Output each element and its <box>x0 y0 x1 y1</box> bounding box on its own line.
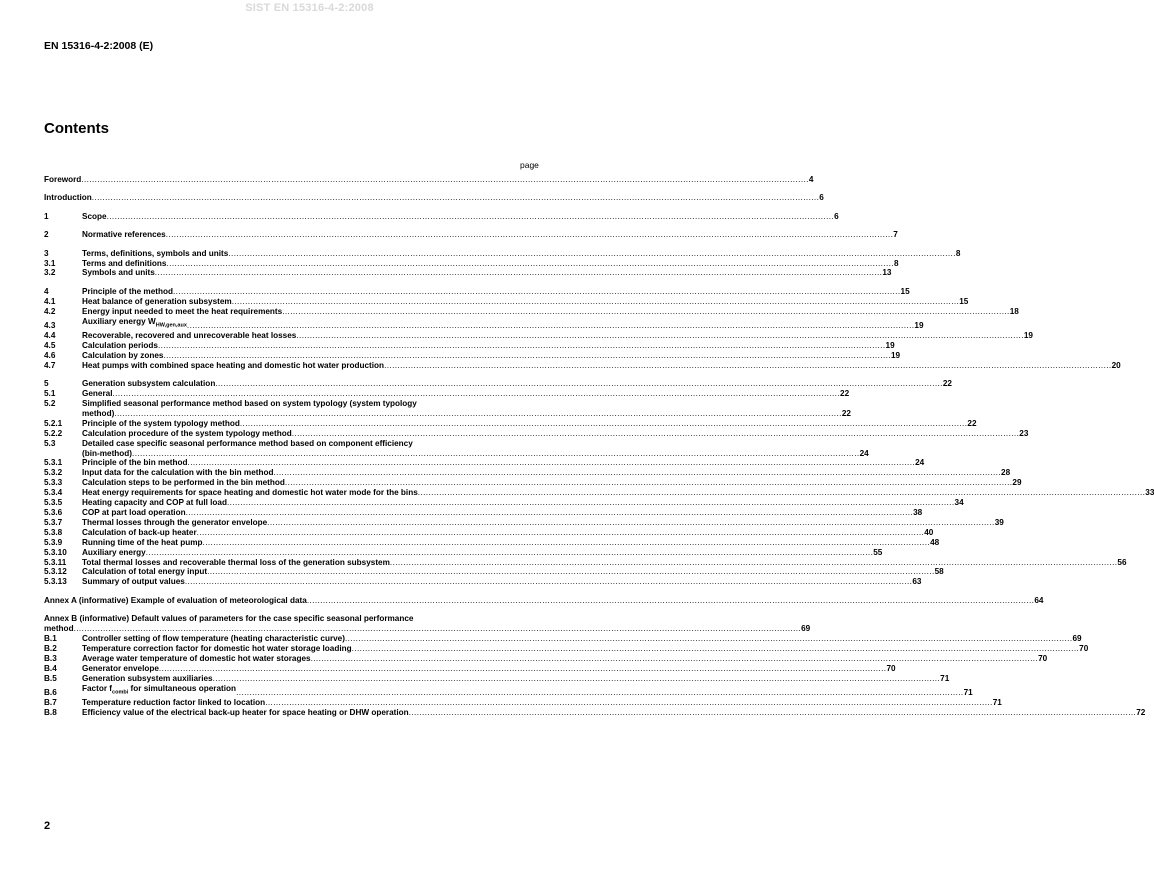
toc-entry-page: 19 <box>885 341 895 351</box>
toc-entry-label: Energy input needed to meet the heat requirements <box>82 306 283 316</box>
toc-leader-dots: ................................................................................................................................................................................................................................................................................ <box>291 428 1020 438</box>
toc-entry-label: Introduction <box>44 193 92 203</box>
toc-entry[interactable] <box>44 527 934 538</box>
toc-leader-dots: ................................................................................................................................................................................................................................................................................ <box>184 577 913 587</box>
toc-entry[interactable] <box>44 389 850 399</box>
toc-entry-number: B.8 <box>44 707 57 717</box>
toc-entry-label: Foreword <box>44 175 82 184</box>
toc-entry-page: 22 <box>840 389 850 399</box>
toc-entry-page: 8 <box>894 258 899 268</box>
toc-entry-number: 5.3.4 <box>44 488 63 498</box>
toc-leader-dots: ................................................................................................................................................................................................................................................................................ <box>114 408 842 418</box>
toc-entry[interactable] <box>44 360 1121 371</box>
toc-entry[interactable] <box>44 643 1089 654</box>
toc-entry-number: 2 <box>44 230 49 240</box>
toc-entry-number: 5.3 <box>44 438 56 448</box>
toc-leader-dots: ................................................................................................................................................................................................................................................................................ <box>163 350 891 360</box>
toc-leader-dots: ................................................................................................................................................................................................................................................................................ <box>351 643 1080 653</box>
toc-entry-page: 40 <box>924 527 934 537</box>
toc-leader-dots: ................................................................................................................................................................................................................................................................................ <box>306 595 1035 605</box>
toc-entry-label: Running time of the heat pump <box>82 537 203 547</box>
toc-leader-dots: ................................................................................................................................................................................................................................................................................ <box>196 527 925 537</box>
toc-entry-number: B.2 <box>44 643 57 653</box>
toc-entry-label: Heat pumps with combined space heating and domestic hot water production <box>82 360 385 370</box>
toc-leader-dots: ................................................................................................................................................................................................................................................................................ <box>207 567 935 577</box>
toc-entry-label-continued: method) <box>82 408 115 418</box>
toc-leader-dots: ................................................................................................................................................................................................................................................................................ <box>187 458 916 468</box>
toc-entry[interactable] <box>44 248 961 259</box>
toc-leader-dots: ................................................................................................................................................................................................................................................................................ <box>106 211 835 221</box>
toc-entry-label: Symbols and units <box>82 268 155 278</box>
toc-entry[interactable] <box>44 341 895 351</box>
toc-entry[interactable] <box>44 567 944 577</box>
toc-entry-label: Heat energy requirements for space heating and domestic hot water mode for the bins <box>82 488 418 498</box>
toc-entry-label: Calculation by zones <box>82 350 164 360</box>
toc-entry-number: 5.3.7 <box>44 517 63 527</box>
toc-entry-number: B.1 <box>44 633 57 643</box>
toc-entry-number: 4.3 <box>44 321 56 331</box>
toc-entry[interactable] <box>44 379 952 389</box>
toc-entry-number: 5.2.2 <box>44 428 63 438</box>
toc-entry-label: General <box>82 389 113 399</box>
toc-leader-dots: ................................................................................................................................................................................................................................................................................ <box>157 341 886 351</box>
toc-entry-label: Thermal losses through the generator envelope <box>82 517 268 527</box>
toc-entry-page: 6 <box>819 193 824 203</box>
toc-entry-label-continued: method <box>44 624 74 634</box>
toc-leader-dots: ................................................................................................................................................................................................................................................................................ <box>282 306 1010 316</box>
toc-entry-number: 5.3.13 <box>44 577 67 587</box>
watermark: SIST EN 15316-4-2:2008 <box>245 2 374 14</box>
toc-entry-label: Calculation steps to be performed in the bin method <box>82 478 285 488</box>
toc-entry[interactable] <box>44 537 940 548</box>
toc-entry-label: Heat balance of generation subsystem <box>82 296 232 306</box>
toc-entry-number: 5.3.12 <box>44 567 67 577</box>
toc-entry-number: 5.3.6 <box>44 508 63 518</box>
toc-entry-page: 72 <box>1136 707 1146 717</box>
toc-entry-page: 64 <box>1034 595 1044 605</box>
toc-leader-dots: ................................................................................................................................................................................................................................................................................ <box>215 379 943 389</box>
toc-entry-page: 71 <box>992 698 1002 708</box>
toc-entry-label: Annex A (informative) Example of evaluation of meteorological data <box>44 595 307 605</box>
toc-entry-label: Terms and definitions <box>82 258 167 268</box>
toc-entry[interactable] <box>44 547 883 558</box>
toc-entry-number: 5.2 <box>44 399 56 409</box>
toc-entry-page: 15 <box>959 296 969 306</box>
toc-entry-label: Generator envelope <box>82 663 159 673</box>
toc-entry[interactable] <box>44 488 1154 498</box>
toc-entry-page: 4 <box>808 175 814 184</box>
toc-entry[interactable] <box>44 286 910 297</box>
toc-leader-dots: ................................................................................................................................................................................................................................................................................ <box>417 488 1146 498</box>
toc-entry-label: Heating capacity and COP at full load <box>82 498 227 508</box>
toc-entry-page: 19 <box>1023 331 1033 341</box>
toc-entry[interactable] <box>44 653 1048 664</box>
toc-entry-page: 20 <box>1111 360 1121 370</box>
toc-leader-dots: ................................................................................................................................................................................................................................................................................ <box>158 663 887 673</box>
toc-entry-page: 18 <box>1009 306 1019 316</box>
toc-entry-label: Principle of the method <box>82 286 173 296</box>
toc-leader-dots: ................................................................................................................................................................................................................................................................................ <box>226 498 955 508</box>
toc-entry[interactable] <box>44 211 839 222</box>
toc-entry-label: Temperature reduction factor linked to location <box>82 698 266 708</box>
toc-leader-dots: ................................................................................................................................................................................................................................................................................ <box>154 268 883 278</box>
toc-entry-page: 29 <box>1012 478 1022 488</box>
toc-entry[interactable] <box>44 230 898 240</box>
table-of-contents <box>44 175 1154 718</box>
toc-entry-label: Auxiliary energy <box>82 547 146 557</box>
toc-entry[interactable] <box>44 478 1022 488</box>
toc-entry-page: 70 <box>886 663 896 673</box>
toc-entry-label: Terms, definitions, symbols and units <box>82 248 229 258</box>
toc-entry-label: Temperature correction factor for domestic hot water storage loading <box>82 643 352 653</box>
toc-entry-number: 4.1 <box>44 296 56 306</box>
toc-leader-dots: ................................................................................................................................................................................................................................................................................ <box>384 360 1112 370</box>
toc-entry[interactable] <box>44 498 964 508</box>
toc-entry-page: 22 <box>841 408 851 418</box>
toc-entry-page: 19 <box>890 350 901 360</box>
toc-entry-label: Scope <box>82 211 107 221</box>
toc-entry-label: Factor $f_{combi}$ for simultaneous operation <box>82 683 237 696</box>
toc-entry-label: Normative references <box>82 230 166 240</box>
toc-entry-page: 70 <box>1079 643 1089 653</box>
toc-entry-number: 3 <box>44 248 49 258</box>
toc-entry-number: 5.3.5 <box>44 498 63 508</box>
toc-entry-label: Controller setting of flow temperature (heating characteristic curve) <box>82 633 345 643</box>
toc-leader-dots: ................................................................................................................................................................................................................................................................................ <box>267 517 995 527</box>
toc-entry-number: 4.7 <box>44 360 56 370</box>
toc-entry-number: 5.2.1 <box>44 418 63 428</box>
toc-entry[interactable] <box>44 508 923 518</box>
toc-entry[interactable] <box>44 663 896 674</box>
toc-leader-dots: ................................................................................................................................................................................................................................................................................ <box>273 468 1002 478</box>
toc-entry-number: 5.1 <box>44 389 56 399</box>
toc-entry-number: 3.1 <box>44 258 56 268</box>
toc-entry[interactable] <box>44 595 1044 606</box>
toc-entry-number: B.4 <box>44 663 57 673</box>
toc-entry-label: Input data for the calculation with the bin method <box>82 468 274 478</box>
toc-entry[interactable] <box>44 517 1004 528</box>
page-column-label: page <box>520 160 539 170</box>
toc-entry-page: 8 <box>955 248 961 258</box>
toc-leader-dots: ................................................................................................................................................................................................................................................................................ <box>73 624 802 634</box>
toc-entry-number: 5.3.10 <box>44 547 67 557</box>
toc-entry[interactable] <box>44 428 1029 439</box>
toc-entry-label: Annex B (informative) Default values of parameters for the case specific seasonal performance <box>44 614 414 624</box>
toc-entry-page: 33 <box>1145 488 1154 498</box>
toc-entry-page: 19 <box>914 321 924 331</box>
toc-entry-label: Generation subsystem calculation <box>82 379 216 389</box>
toc-entry[interactable] <box>44 258 899 269</box>
toc-entry-number: 5.3.2 <box>44 468 63 478</box>
page-title: Contents <box>44 120 109 137</box>
toc-entry-page: 22 <box>967 418 977 428</box>
toc-entry[interactable] <box>44 193 824 203</box>
toc-entry-page: 15 <box>900 286 910 296</box>
toc-entry-number: 5 <box>44 379 49 389</box>
toc-entry-page: 7 <box>893 230 898 240</box>
toc-leader-dots: ................................................................................................................................................................................................................................................................................ <box>228 248 956 258</box>
toc-leader-dots: ................................................................................................................................................................................................................................................................................ <box>132 448 860 458</box>
toc-entry[interactable] <box>44 316 924 332</box>
toc-entry[interactable] <box>44 468 1011 478</box>
toc-entry-number: 4.5 <box>44 341 56 351</box>
toc-entry-label: Principle of the bin method <box>82 458 188 468</box>
toc-entry[interactable] <box>44 557 1127 568</box>
toc-leader-dots: ................................................................................................................................................................................................................................................................................ <box>236 688 964 698</box>
toc-entry-page: 23 <box>1019 428 1029 438</box>
toc-leader-dots: ................................................................................................................................................................................................................................................................................ <box>202 537 931 547</box>
toc-leader-dots: ................................................................................................................................................................................................................................................................................ <box>310 653 1039 663</box>
toc-leader-dots: ................................................................................................................................................................................................................................................................................ <box>166 258 894 268</box>
toc-entry-number: 5.3.1 <box>44 458 63 468</box>
page-number: 2 <box>44 820 51 832</box>
toc-entry-page: 71 <box>940 673 950 683</box>
toc-entry[interactable] <box>44 698 1002 708</box>
toc-entry-label: Auxiliary energy $W_{HW,gen,aux}$ <box>82 316 187 329</box>
toc-entry[interactable] <box>44 175 814 185</box>
toc-entry-number: 5.3.3 <box>44 478 63 488</box>
toc-entry-page: 6 <box>834 211 839 221</box>
toc-leader-dots: ................................................................................................................................................................................................................................................................................ <box>265 698 993 708</box>
toc-entry-page: 22 <box>942 379 952 389</box>
toc-entry-page: 38 <box>913 508 923 518</box>
toc-entry[interactable] <box>44 458 925 468</box>
toc-entry-label: Generation subsystem auxiliaries <box>82 673 213 683</box>
toc-entry-label: Calculation of back-up heater <box>82 527 197 537</box>
toc-entry-page: 56 <box>1117 557 1127 567</box>
toc-entry[interactable] <box>44 306 1019 317</box>
toc-entry[interactable] <box>44 350 901 361</box>
toc-entry-number: 4.4 <box>44 331 56 341</box>
toc-entry-page: 71 <box>963 688 973 698</box>
toc-leader-dots: ................................................................................................................................................................................................................................................................................ <box>231 296 960 306</box>
toc-entry[interactable] <box>44 268 892 278</box>
toc-entry-page: 28 <box>1001 468 1011 478</box>
toc-entry[interactable] <box>44 577 922 587</box>
toc-entry-label: Recoverable, recovered and unrecoverable heat losses <box>82 331 297 341</box>
toc-entry[interactable] <box>44 438 869 459</box>
toc-entry[interactable] <box>44 418 977 429</box>
toc-entry-page: 24 <box>859 448 869 458</box>
toc-entry-number: 4 <box>44 286 49 296</box>
toc-leader-dots: ................................................................................................................................................................................................................................................................................ <box>389 557 1118 567</box>
toc-entry[interactable] <box>44 673 950 684</box>
toc-entry[interactable] <box>44 707 1146 718</box>
toc-entry-page: 55 <box>873 547 883 557</box>
toc-entry-page: 34 <box>954 498 964 508</box>
toc-leader-dots: ................................................................................................................................................................................................................................................................................ <box>81 175 809 184</box>
toc-entry-label: Calculation periods <box>82 341 158 351</box>
toc-entry-label: Summary of output values <box>82 577 185 587</box>
toc-leader-dots: ................................................................................................................................................................................................................................................................................ <box>91 193 820 203</box>
toc-entry-number: 5.3.11 <box>44 557 67 567</box>
toc-entry-page: 63 <box>912 577 922 587</box>
toc-entry[interactable] <box>44 633 1082 644</box>
toc-entry-number: 5.3.8 <box>44 527 63 537</box>
toc-entry-label: COP at part load operation <box>82 508 186 518</box>
toc-entry-page: 58 <box>934 567 944 577</box>
toc-leader-dots: ................................................................................................................................................................................................................................................................................ <box>185 508 914 518</box>
toc-entry-label: Average water temperature of domestic hot water storages <box>82 653 311 663</box>
toc-entry-page: 69 <box>1072 633 1082 643</box>
toc-entry-number: B.7 <box>44 698 57 708</box>
toc-entry-label: Total thermal losses and recoverable thermal loss of the generation subsystem <box>82 557 390 567</box>
toc-entry-number: B.6 <box>44 688 57 698</box>
toc-entry-page: 70 <box>1038 653 1048 663</box>
toc-entry[interactable] <box>44 399 851 419</box>
document-id: EN 15316-4-2:2008 (E) <box>44 40 154 52</box>
toc-entry-label: Calculation of total energy input <box>82 567 208 577</box>
toc-entry-number: 4.6 <box>44 350 56 360</box>
toc-entry-label: Principle of the system typology method <box>82 418 240 428</box>
toc-leader-dots: ................................................................................................................................................................................................................................................................................ <box>186 321 915 331</box>
toc-entry-label: Efficiency value of the electrical back-up heater for space heating or DHW operation <box>82 707 409 717</box>
toc-leader-dots: ................................................................................................................................................................................................................................................................................ <box>408 707 1137 717</box>
toc-entry-page: 39 <box>994 517 1004 527</box>
toc-entry-label: Detailed case specific seasonal performance method based on component efficiency <box>82 438 413 448</box>
toc-leader-dots: ................................................................................................................................................................................................................................................................................ <box>112 389 841 399</box>
toc-entry-page: 69 <box>801 624 811 634</box>
toc-entry-number: 1 <box>44 211 49 221</box>
toc-entry-page: 24 <box>915 458 925 468</box>
toc-leader-dots: ................................................................................................................................................................................................................................................................................ <box>212 673 941 683</box>
toc-entry-label-continued: (bin-method) <box>82 448 133 458</box>
toc-entry-page: 13 <box>882 268 892 278</box>
toc-leader-dots: ................................................................................................................................................................................................................................................................................ <box>145 547 874 557</box>
toc-entry-number: 4.2 <box>44 306 56 316</box>
toc-entry-label: Simplified seasonal performance method based on system typology (system typology <box>82 399 417 409</box>
toc-entry[interactable] <box>44 614 811 634</box>
toc-leader-dots: ................................................................................................................................................................................................................................................................................ <box>165 230 894 240</box>
toc-entry-number: 3.2 <box>44 268 56 278</box>
toc-leader-dots: ................................................................................................................................................................................................................................................................................ <box>239 418 968 428</box>
toc-leader-dots: ................................................................................................................................................................................................................................................................................ <box>284 478 1013 488</box>
toc-entry-label: Calculation procedure of the system typology method <box>82 428 292 438</box>
toc-entry-number: B.3 <box>44 653 57 663</box>
toc-entry[interactable] <box>44 683 973 699</box>
toc-entry-number: 5.3.9 <box>44 537 63 547</box>
toc-leader-dots: ................................................................................................................................................................................................................................................................................ <box>344 633 1073 643</box>
toc-entry-number: B.5 <box>44 673 57 683</box>
toc-leader-dots: ................................................................................................................................................................................................................................................................................ <box>172 286 901 296</box>
toc-entry[interactable] <box>44 296 969 307</box>
toc-entry-page: 48 <box>930 537 940 547</box>
toc-entry[interactable] <box>44 331 1033 341</box>
toc-leader-dots: ................................................................................................................................................................................................................................................................................ <box>296 331 1024 341</box>
